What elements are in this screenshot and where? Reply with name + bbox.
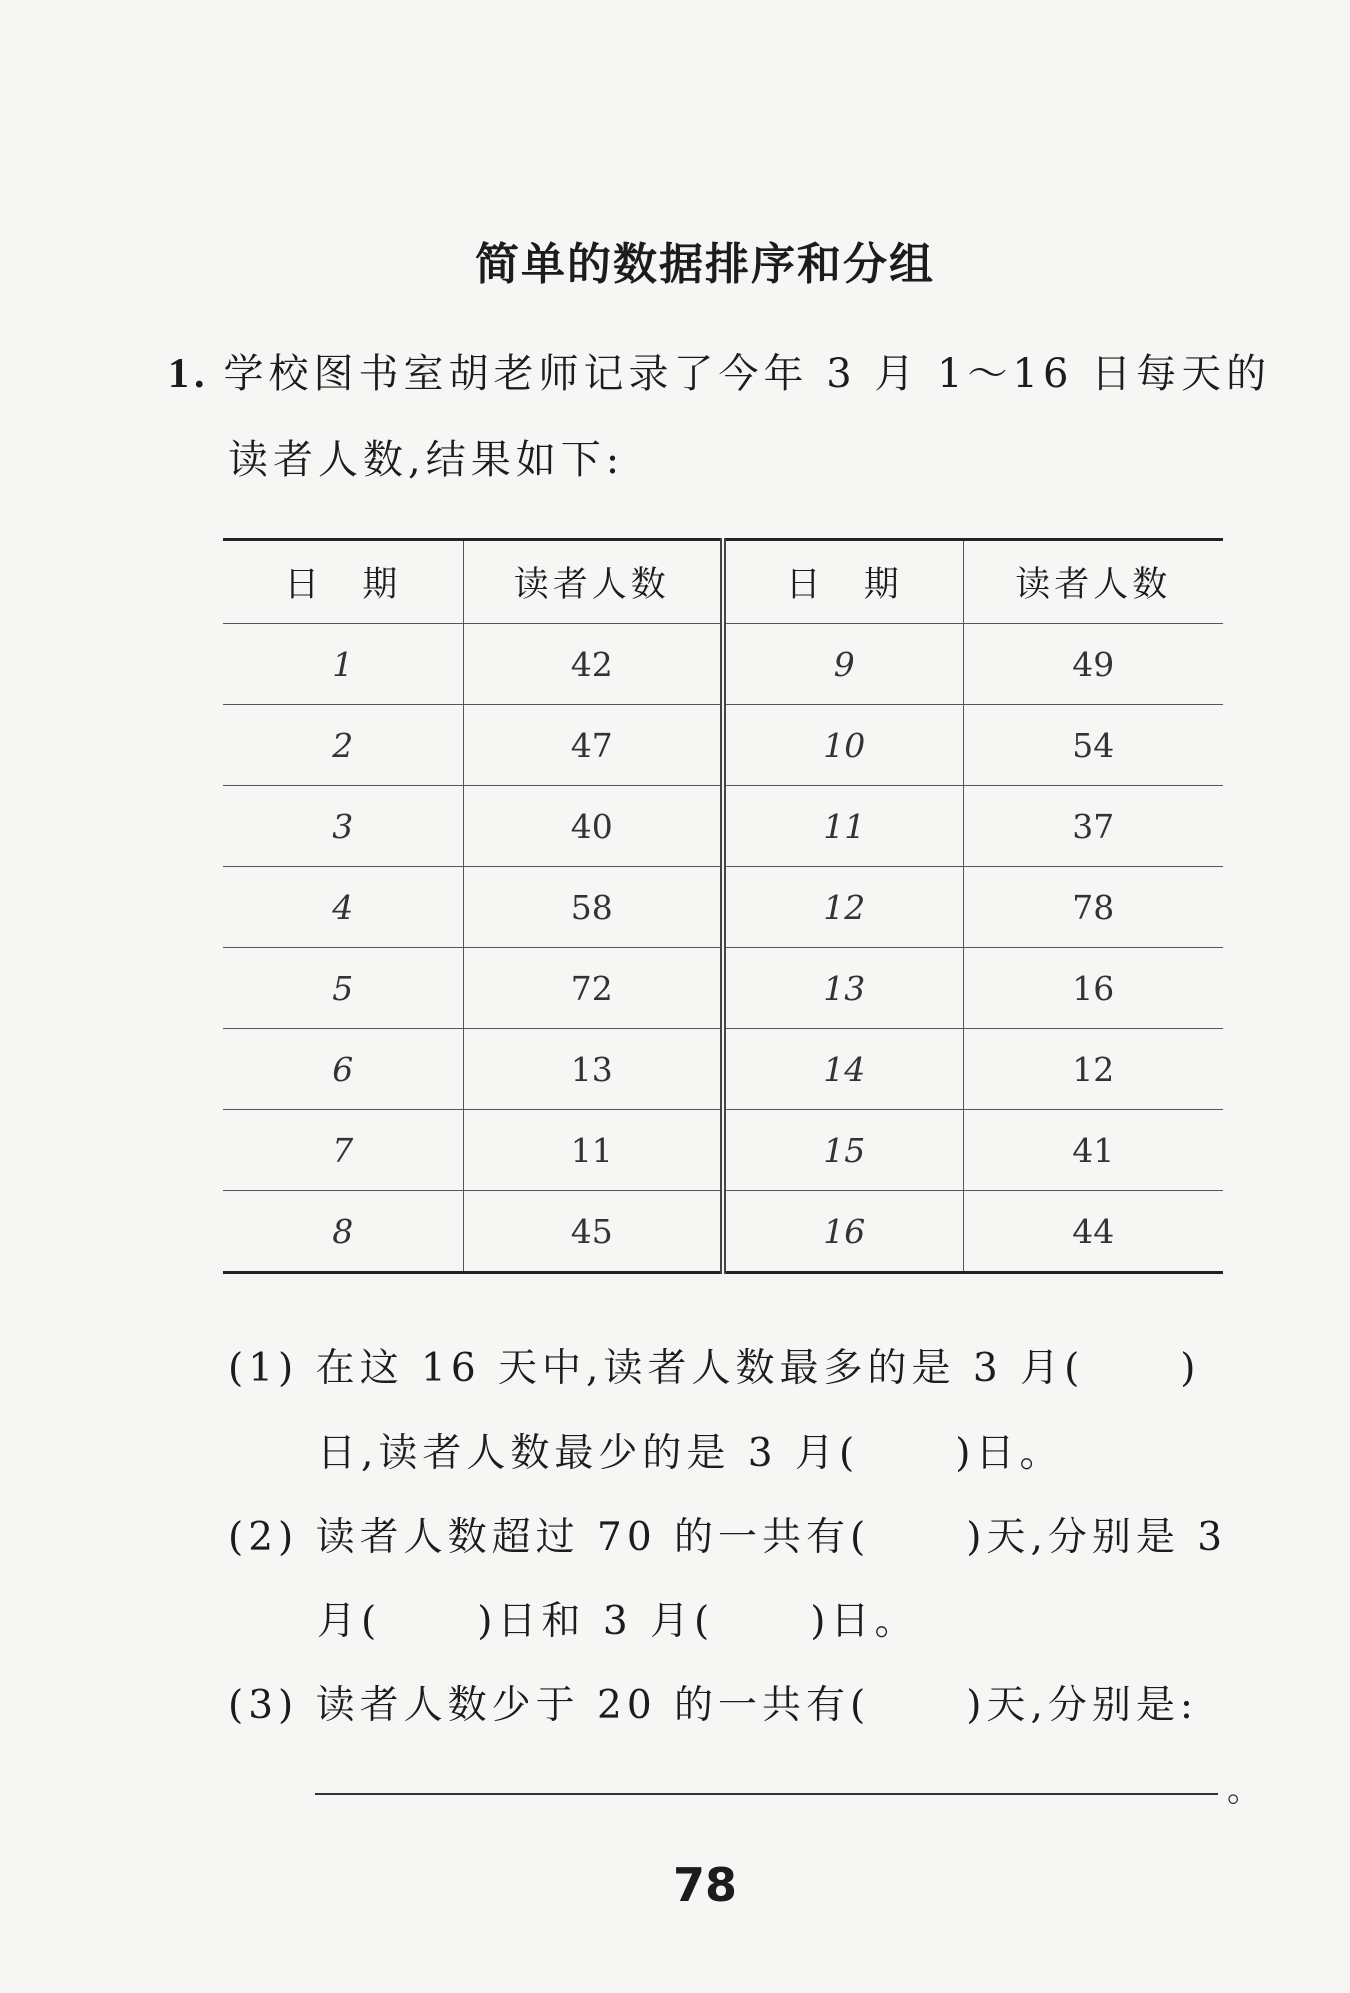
readers-cell: 12 (963, 1029, 1223, 1110)
header-date-left: 日 期 (223, 540, 463, 624)
date-cell: 12 (723, 867, 963, 948)
readers-cell: 72 (463, 948, 723, 1029)
subquestion-2-text-c: 月( (317, 1599, 382, 1644)
table-row (223, 948, 1223, 1029)
readers-cell: 54 (963, 705, 1223, 786)
date-cell: 6 (223, 1029, 463, 1110)
date-cell: 15 (723, 1110, 963, 1191)
date-cell: 7 (223, 1110, 463, 1191)
readers-cell: 49 (963, 624, 1223, 705)
header-date-right: 日 期 (723, 540, 963, 624)
table-row (223, 1191, 1223, 1273)
readers-cell: 11 (463, 1110, 723, 1191)
header-readers-left: 读者人数 (463, 540, 723, 624)
date-cell: 13 (723, 948, 963, 1029)
question-1-line-2: 读者人数,结果如下: (228, 437, 625, 483)
page-number: 78 (672, 1858, 737, 1912)
subquestion-3-text-b: )天,分别是: (966, 1683, 1199, 1728)
date-cell: 16 (723, 1191, 963, 1273)
readers-cell: 58 (463, 867, 723, 948)
date-cell: 2 (223, 705, 463, 786)
date-cell: 14 (723, 1029, 963, 1110)
date-cell: 10 (723, 705, 963, 786)
table-row (223, 867, 1223, 948)
reader-count-table-wrap (223, 538, 1223, 1274)
date-cell: 11 (723, 786, 963, 867)
date-cell: 4 (223, 867, 463, 948)
question-1-text-1: 学校图书室胡老师记录了今年 3 月 1～16 日每天的 (223, 351, 1272, 397)
readers-cell: 40 (463, 786, 723, 867)
subquestion-2-line-2 (317, 1590, 918, 1646)
question-1-line-1 (168, 342, 1271, 399)
date-cell: 8 (223, 1191, 463, 1273)
subquestion-2-text-d: )日和 3 月( (477, 1599, 715, 1644)
table-header-row (223, 540, 1223, 624)
table-row (223, 1029, 1223, 1110)
subquestion-1-line-1 (228, 1337, 1201, 1393)
readers-cell: 37 (963, 786, 1223, 867)
subquestion-1-text-a: (1) 在这 16 天中,读者人数最多的是 3 月( (228, 1346, 1085, 1391)
answer-line-period: 。 (1227, 1770, 1261, 1810)
page-title: 简单的数据排序和分组 (475, 239, 935, 290)
readers-cell: 47 (463, 705, 723, 786)
header-readers-right: 读者人数 (963, 540, 1223, 624)
readers-cell: 41 (963, 1110, 1223, 1191)
reader-count-table (223, 538, 1223, 1274)
table-row (223, 1110, 1223, 1191)
readers-cell: 45 (463, 1191, 723, 1273)
readers-cell: 44 (1072, 1211, 1115, 1251)
subquestion-1-text-c: 日,读者人数最少的是 3 月( (317, 1431, 860, 1476)
question-number: 1. (168, 351, 210, 397)
readers-cell: 13 (463, 1029, 723, 1110)
subquestion-2-line-1 (228, 1506, 1227, 1562)
subquestion-1-text-d: )日。 (955, 1431, 1064, 1476)
readers-cell: 42 (463, 624, 723, 705)
subquestion-2-text-a: (2) 读者人数超过 70 的一共有( (228, 1515, 871, 1560)
subquestion-1-text-b: ) (1180, 1346, 1201, 1391)
subquestion-3-line-1 (228, 1674, 1198, 1730)
date-cell: 5 (223, 948, 463, 1029)
readers-cell: 78 (963, 867, 1223, 948)
table-row (223, 705, 1223, 786)
readers-cell: 16 (963, 948, 1223, 1029)
table-body (223, 624, 1223, 1273)
date-cell: 1 (223, 624, 463, 705)
answer-line-under-20-days[interactable] (315, 1793, 1218, 1795)
subquestion-3-text-a: (3) 读者人数少于 20 的一共有( (228, 1683, 871, 1728)
subquestion-2-text-e: )日。 (810, 1599, 919, 1644)
date-cell: 9 (723, 624, 963, 705)
table-row (223, 624, 1223, 705)
subquestion-1-line-2 (317, 1422, 1063, 1478)
subquestion-2-text-b: )天,分别是 3 (966, 1515, 1228, 1560)
date-cell: 3 (223, 786, 463, 867)
table-row (223, 786, 1223, 867)
